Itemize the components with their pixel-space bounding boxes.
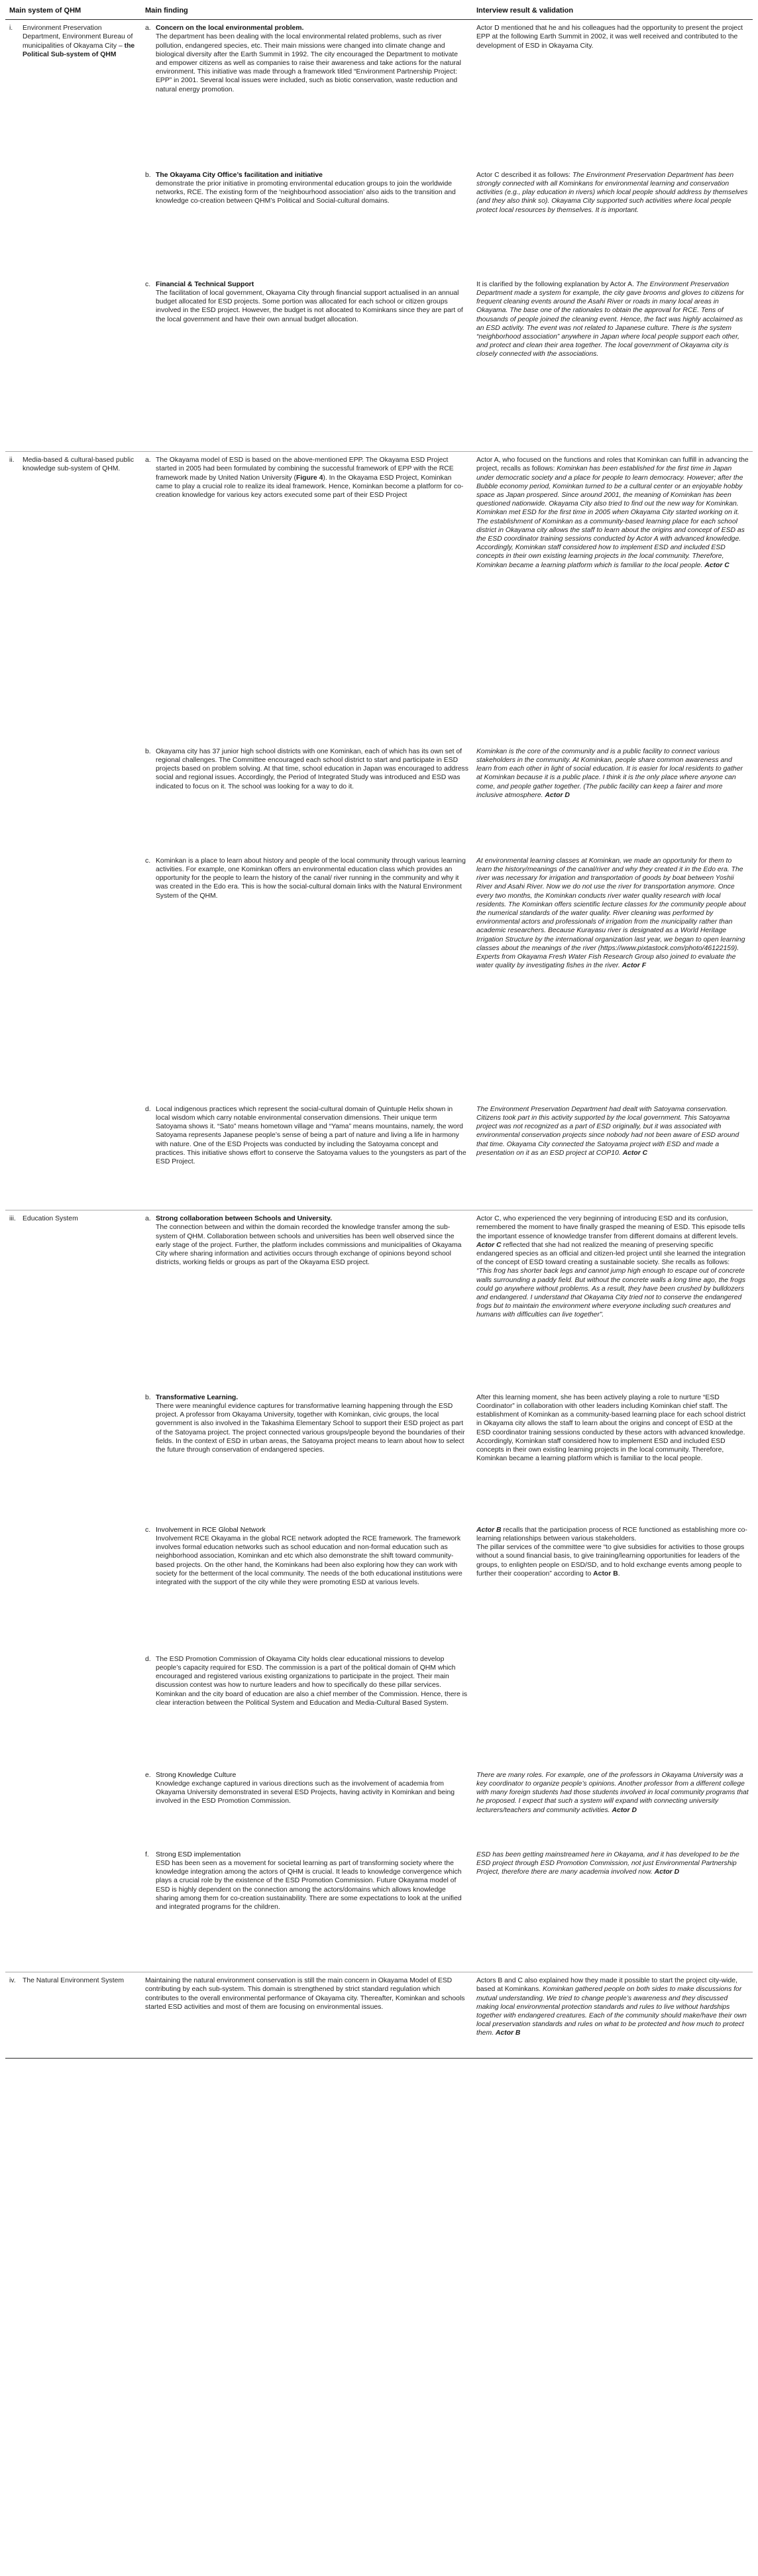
finding-text: Maintaining the natural environment conservation is still the main concern in Okayama Model of ESD contributing by each sub-system. This domain is strengthened by strict standard regulation which contributes to the overall environmental performance of Okayama city. Thereafter, Kominkan and schools started ESD activities and most of them are focusing on environmental issues.: [145, 1977, 465, 2011]
actor-attribution: Actor F: [622, 962, 647, 970]
header-interview: Interview result & validation: [472, 4, 753, 20]
interview-cell: [472, 167, 753, 276]
finding-text: The department has been dealing with the local environmental related problems, such as river pollution, endangered species, etc. Their main missions were changed into climate change and biological diversity after the Earth Summit in 1992. The city encouraged the Department to motivate and empower citizens as well as companies to raise their awareness and take actions for the natural environment. This initiative was made through a framework titled “Environment Partnership Project: EPP” in 2001. Several local issues were included, such as biotic conservation, waste reduction and natural energy promotion.: [156, 33, 461, 93]
system-cell: [5, 276, 141, 452]
finding-letter: b.: [145, 171, 151, 179]
interview-text: The Environment Preservation Department had dealt with Satoyama conservation. Citizens took part in this activity supported by the local government. This Satoyama project was not recognized as a part of ESD originally, but it was associated with environmental conservation projects since nobody had not been aware of ESD around that time. Okayama City connected the Satoyama project with ESD and made a presentation on it as an ESD project at COP10. Actor C: [476, 1105, 739, 1157]
finding-cell: [141, 452, 472, 743]
interview-cell: [472, 276, 753, 452]
finding-heading: Transformative Learning.: [156, 1393, 239, 1401]
system-index: ii.: [9, 456, 15, 464]
finding-cell: [141, 1389, 472, 1522]
table-row: [5, 853, 753, 1101]
actor-attribution: Actor D: [612, 1806, 637, 1814]
interview-cell: [472, 452, 753, 743]
interview-text: Kominkan is the core of the community and is a public facility to connect various stakeholders in the community. At Kominkan, people share common awareness and learn from each other in light of social education. It is easier for local residents to gather at Kominkan because it is a public place. I think it is the only place where anyone can come, and people gather together. (The public facility can keep a fairer and more inclusive atmosphere. Actor D: [476, 747, 743, 799]
finding-text: demonstrate the prior initiative in promoting environmental education groups to join the worldwide networks, RCE. The existing form of the ‘neighbourhood association’ also aids to the transition and knowledge co-creation between QHM’s Political and Social-cultural domains.: [156, 180, 456, 205]
interview-cell: [472, 1210, 753, 1389]
finding-cell: [141, 1522, 472, 1651]
finding-cell: [141, 167, 472, 276]
system-index: i.: [9, 25, 13, 32]
finding-letter: a.: [145, 456, 151, 464]
table-row: [5, 276, 753, 452]
table-header-row: [5, 4, 753, 20]
finding-letter: c.: [145, 280, 151, 288]
finding-cell: [141, 1972, 472, 2059]
interview-cell: [472, 1651, 753, 1767]
system-cell: [5, 1847, 141, 1972]
system-label-bold: the Political Sub-system of QHM: [23, 42, 135, 58]
finding-letter: b.: [145, 747, 151, 755]
finding-heading: Financial & Technical Support: [156, 280, 254, 288]
finding-text: Okayama city has 37 junior high school districts with one Kominkan, each of which has its own set of regional challenges. The Committee encouraged each school district to start and participate in ESD projects based on problem solving. At that time, school education in Japan was encouraged to address social and regional issues. Accordingly, the Period of Integrated Study was introduced and ESD was indicated to focus on it. The school was looking for a way to do it.: [156, 747, 468, 790]
finding-heading: Strong ESD implementation: [156, 1851, 241, 1858]
actor-attribution: Actor B: [593, 1570, 618, 1578]
finding-text: The facilitation of local government, Okayama City through financial support actualised in an annual budget allocated for ESD projects. Some portion was allocated for each school or citizen groups involved in the ESD project. However, the budget is not allocated to Kominkans since they are part of the local government and have their own annual budget allocation.: [156, 289, 463, 323]
finding-letter: d.: [145, 1655, 151, 1663]
system-cell: [5, 1389, 141, 1522]
table-row: [5, 452, 753, 743]
finding-cell: [141, 853, 472, 1101]
interview-cell: [472, 1389, 753, 1522]
system-label: The Natural Environment System: [23, 1977, 125, 1985]
table-row: [5, 20, 753, 167]
interview-text: It is clarified by the following explanation by Actor A. The Environment Preservation Department made a system for example, the city gave brooms and gloves to citizens for frequent cleaning events around the Asahi River or roads in many local areas in Okayama. The base one of the rationales to obtain the approval for RCE. Tens of thousands of people joined the cleaning event. Hence, the fact was highly acclaimed as an ESD activity. The event was not related to Japanese culture. There is the system “neighborhood association” anywhere in Japan where local people support each other, and protect and clean their area together. The local government of Okayama city is closely connected with the associations.: [476, 280, 744, 358]
system-cell: [5, 1767, 141, 1847]
interview-text: After this learning moment, she has been actively playing a role to nurture “ESD Coordinator” in collaboration with other leaders including Kominkan chief staff. The establishment of Kominkan as a community-based learning place for each school district in Okayama city allows the staff to learn about the origins and concept of ESD at the ESD coordinator training sessions conducted by these actors with advanced knowledge. Accordingly, Kominkan staff considered how to implement ESD and included ESD concepts in their own existing learning projects in the local community. Therefore, Kominkan became a learning platform which is familiar to the local people.: [476, 1393, 746, 1463]
interview-text: There are many roles. For example, one of the professors in Okayama University was a key coordinator to organize people’s opinions. Another professor from a different college with many foreign students had those students involved in local community programs that he proposed. I expect that such a system will expand with connecting university lecturers/teachers and community activities. Actor D: [476, 1771, 749, 1814]
system-label: Education System: [23, 1215, 78, 1223]
interview-text: Actor A, who focused on the functions and roles that Kominkan can fulfill in advancing the project, recalls as follows: Kominkan has been established for the first time in Japan under democratic society and a place for people to learn democracy. However; after the Bubble economy period, Kominkan turned to be a cultural center or an enjoyable hobby space as Japan prospered. Since around 2001, the meaning of Kominkan has been questioned nationwide. Okayama City also tried to find out the new way for Kominkan. Kominkan met ESD for the first time in 2005 when Okayama City started working on it. The establishment of Kominkan as a community-based learning place for each school district in Okayama city allows the staff to learn about the origins and concept of ESD as the ESD coordinator training sessions conducted by Actor A with advanced knowledge. Accordingly, Kominkan staff considered how to implement ESD and included ESD concepts in their own existing learning projects in the local community. Therefore, Kominkan became a learning platform which is familiar to the local people. Actor C: [476, 456, 749, 569]
finding-heading: Strong Knowledge Culture: [156, 1771, 237, 1779]
finding-cell: [141, 743, 472, 853]
table-row: [5, 1210, 753, 1389]
table-row: [5, 1389, 753, 1522]
finding-letter: d.: [145, 1105, 151, 1113]
finding-text: Knowledge exchange captured in various directions such as the involvement of academia from Okayama University demonstrated in several ESD Projects, having activity in Kominkan and being involved in the ESD Promotion Commission.: [156, 1780, 455, 1805]
interview-cell: [472, 1767, 753, 1847]
actor-attribution: Actor C: [622, 1149, 648, 1157]
finding-cell: [141, 20, 472, 167]
interview-text: At environmental learning classes at Kominkan, we made an opportunity for them to learn the history/meanings of the canal/river and why they created it in the Edo era. The river was necessary for irrigation and transportation of goods by boat between Yoshii River and Asahi River. Now we do not use the river for transportation anymore. Once every two months, the Kominkan conducts river water quality research with local residents. The Kominkan offers scientific lecture classes for the community people about the numerical standards of the water quality. River cleaning was performed by environmental actors and professionals of irrigation from the municipality rather than academic researchers. Because Kurayasu river is designated as a World Heritage Irrigation Structure by the international organization last year, we began to open learning classes about the meanings of the river (https://www.pixtastock.com/photo/46122159). Experts from Okayama Fresh Water Fish Research Group also joined to evaluate the water quality by investigating fishes in the river. Actor F: [476, 857, 746, 970]
table-row: [5, 1651, 753, 1767]
actor-attribution: Actor D: [545, 791, 570, 799]
finding-text: Involvement RCE Okayama in the global RCE network adopted the RCE framework. The framework involves formal education networks such as school education and non-formal education such as neighborhood association, Kominkan and etc which also demonstrate the shift toward community-based projects. On the other hand, the Kominkans had been also exploring how they can work with society for the betterment of the local community. The needs of the both educational institutions were integrated with the support of the city while they were promoting ESD at various levels.: [156, 1534, 462, 1586]
system-cell: [5, 1972, 141, 2059]
finding-heading: Involvement in RCE Global Network: [156, 1526, 266, 1534]
system-cell: [5, 1101, 141, 1210]
finding-cell: [141, 1101, 472, 1210]
interview-cell: [472, 1972, 753, 2059]
table-row: [5, 1972, 753, 2059]
actor-attribution: Actor C: [704, 561, 730, 569]
system-label: Environment Preservation Department, Environment Bureau of municipalities of Okayama City – the Political Sub-system of QHM: [23, 25, 135, 58]
finding-text: Local indigenous practices which represent the social-cultural domain of Quintuple Helix shown in local wisdom which carry notable environmental conservation dimensions. Their unique term Satoyama shows it. “Sato” means hometown village and “Yama” means mountains, namely, the word Satoyama represents Japanese people’s sense of being a part of nature and living a life in harmony with nature. One of the ESD Projects was conducted by including the Satoyama concept and practices. This initiative shows effort to conserve the Satoyama values to the youngsters as part of the ESD Project.: [156, 1105, 466, 1165]
finding-text: The ESD Promotion Commission of Okayama City holds clear educational missions to develop people’s capacity required for ESD. The commission is a part of the political domain of QHM which encouraged and registered various existing organizations to participate in the project. Their main discussion contest was how to nurture leaders and how to specifically do these pillar services. Kominkan and the city board of education are also a chief member of the Commission. Hence, there is clear interaction between the Political System and Education and Media-Cultural Based System.: [156, 1655, 468, 1707]
finding-text: The Okayama model of ESD is based on the above-mentioned EPP. The Okayama ESD Project started in 2005 had been formulated by combining the successful framework of EPP with the RCE framework made by United Nation University (Figure 4). In the Okayama ESD Project, Kominkan came to play a crucial role to realize its ideal framework. Hence, Kominkan become a platform for co-creation knowledge for various key actors executed some part of their ESD Project: [156, 456, 464, 500]
actor-attribution: Actor B: [476, 1526, 502, 1534]
finding-cell: [141, 1847, 472, 1972]
table-row: [5, 167, 753, 276]
finding-cell: [141, 1651, 472, 1767]
finding-text: The connection between and within the domain recorded the knowledge transfer among the sub-system of QHM. Collaboration between schools and universities has been well observed since the early stage of the project. Further, the platform includes commissions and municipalities of Okayama City where sharing information and activities occurs through exchange of opinions beyond school districts, working fields or groups as part of the Okayama ESD project.: [156, 1224, 462, 1267]
system-cell: [5, 853, 141, 1101]
interview-text: Actors B and C also explained how they made it possible to start the project city-wide, based at Kominkans. Kominkan gathered people on both sides to make discussions for mutual understanding. We tried to change people’s awareness and they discussed making local environmental protection standards and rules to live without hardships together with endangered creatures. Each of the community should make/have their own local preservation standards and rules on what to be protected and how much to protect them. Actor B: [476, 1977, 747, 2037]
interview-text: Actor C described it as follows: The Environment Preservation Department has been strongly connected with all Kominkans for environmental learning and conservation activities (e.g., play education in rivers) which local people should address by themselves (and they also think so). Okayama City supported such activities where local people protect local resources by themselves. It is important.: [476, 171, 748, 214]
table-row: [5, 1767, 753, 1847]
interview-text: Actor D mentioned that he and his colleagues had the opportunity to present the project EPP at the following Earth Summit in 2002, it was well received and contributed to the development of ESD in Okayama City.: [476, 25, 743, 50]
finding-letter: a.: [145, 25, 151, 32]
table-row: [5, 1101, 753, 1210]
finding-letter: e.: [145, 1771, 151, 1779]
interview-text: Actor B recalls that the participation process of RCE functioned as establishing more co-learning relationships between various stakeholders. The pillar services of the committee were “to give subsidies for activities to those groups without a sound financial basis, to give training/learning opportunities for leaders of the groups, to enlighten people on ESD/SD, and to hold exchange events among people to further their cooperation” according to Actor B.: [476, 1526, 747, 1578]
finding-cell: [141, 1767, 472, 1847]
finding-letter: c.: [145, 1526, 151, 1534]
table-row: [5, 1847, 753, 1972]
finding-heading: Strong collaboration between Schools and University.: [156, 1215, 332, 1223]
finding-letter: f.: [145, 1851, 149, 1858]
system-cell: [5, 167, 141, 276]
actor-attribution: Actor D: [654, 1868, 680, 1876]
finding-letter: b.: [145, 1393, 151, 1401]
interview-text: ESD has been getting mainstreamed here in Okayama, and it has developed to be the ESD project through ESD Promotion Commission, not just Environmental Partnership Project, therefore there are many academia involved now. Actor D: [476, 1851, 739, 1876]
finding-letter: a.: [145, 1215, 151, 1223]
system-cell: [5, 452, 141, 743]
actor-attribution: Actor C: [476, 1241, 502, 1249]
interview-cell: [472, 1101, 753, 1210]
finding-text: ESD has been seen as a movement for societal learning as part of transforming society where the knowledge integration among the actors of QHM is crucial. It leads to knowledge convergence which plays a crucial role by the existence of the ESD Promotion Commission. Future Okayama model of ESD is highly dependent on the connection among the actors/domains which allows knowledge sharing among them for co-creation sustainability. There are some expectations to look at the unified and integrated programs for the children.: [156, 1859, 462, 1911]
interview-cell: [472, 20, 753, 167]
table-row: [5, 743, 753, 853]
system-index: iv.: [9, 1977, 16, 1985]
header-system: Main system of QHM: [5, 4, 141, 20]
system-cell: [5, 20, 141, 167]
finding-letter: c.: [145, 857, 151, 865]
finding-cell: [141, 276, 472, 452]
system-cell: [5, 1651, 141, 1767]
system-index: iii.: [9, 1215, 16, 1223]
system-cell: [5, 1522, 141, 1651]
qhm-findings-table: [5, 4, 753, 2059]
interview-cell: [472, 1847, 753, 1972]
system-cell: [5, 1210, 141, 1389]
system-label: Media-based & cultural-based public knowledge sub-system of QHM.: [23, 456, 135, 473]
finding-heading: The Okayama City Office’s facilitation and initiative: [156, 171, 323, 179]
actor-attribution: Actor B: [495, 2029, 521, 2037]
finding-cell: [141, 1210, 472, 1389]
interview-cell: [472, 743, 753, 853]
system-cell: [5, 743, 141, 853]
header-finding: Main finding: [141, 4, 472, 20]
interview-text: Actor C, who experienced the very beginning of introducing ESD and its confusion, remembered the moment to have finally grasped the meaning of ESD. This episode tells the important essence of knowledge transfer from different domains at different levels. Actor C reflected that she had not realized the meaning of preserving specific endangered species as an official and citizen-led project until she learned the integration of the concept of ESD toward creating a sustainable society. She recalls as follows: “This frog has shorter back legs and cannot jump high enough to escape out of concrete walls surrounding a paddy field. But without the concrete walls a long time ago, the frogs could go anywhere without problems. As a result, they have been crushed by bulldozers and endangered. I understand that Okayama City tried not to conserve the endangered frogs but to maintain the environment where everyone including such creatures and humans with difficulties can live together”.: [476, 1215, 746, 1319]
finding-text: Kominkan is a place to learn about history and people of the local community through various learning activities. For example, one Kominkan offers an environmental education class which provides an opportunity for the people to learn the history of the canal/ river running in the community and why it was created in the Edo era. This is how the social-cultural domain links with the Natural Environment System of the QHM.: [156, 857, 466, 900]
finding-text: There were meaningful evidence captures for transformative learning happening through the ESD project. A professor from Okayama University, together with Kominkan, civic groups, the local government is also involved in the Takashima Elementary School to support their ESD project as part of the Satoyama project. The project connected various groups/people beyond the boundaries of their fields. In the context of ESD in urban areas, the Satoyama project means to learn about how to select the future through conservation of endangered species.: [156, 1402, 465, 1454]
interview-cell: [472, 1522, 753, 1651]
interview-cell: [472, 853, 753, 1101]
table-row: [5, 1522, 753, 1651]
finding-heading: Concern on the local environmental problem.: [156, 25, 304, 32]
figure-reference: Figure 4: [296, 474, 323, 482]
